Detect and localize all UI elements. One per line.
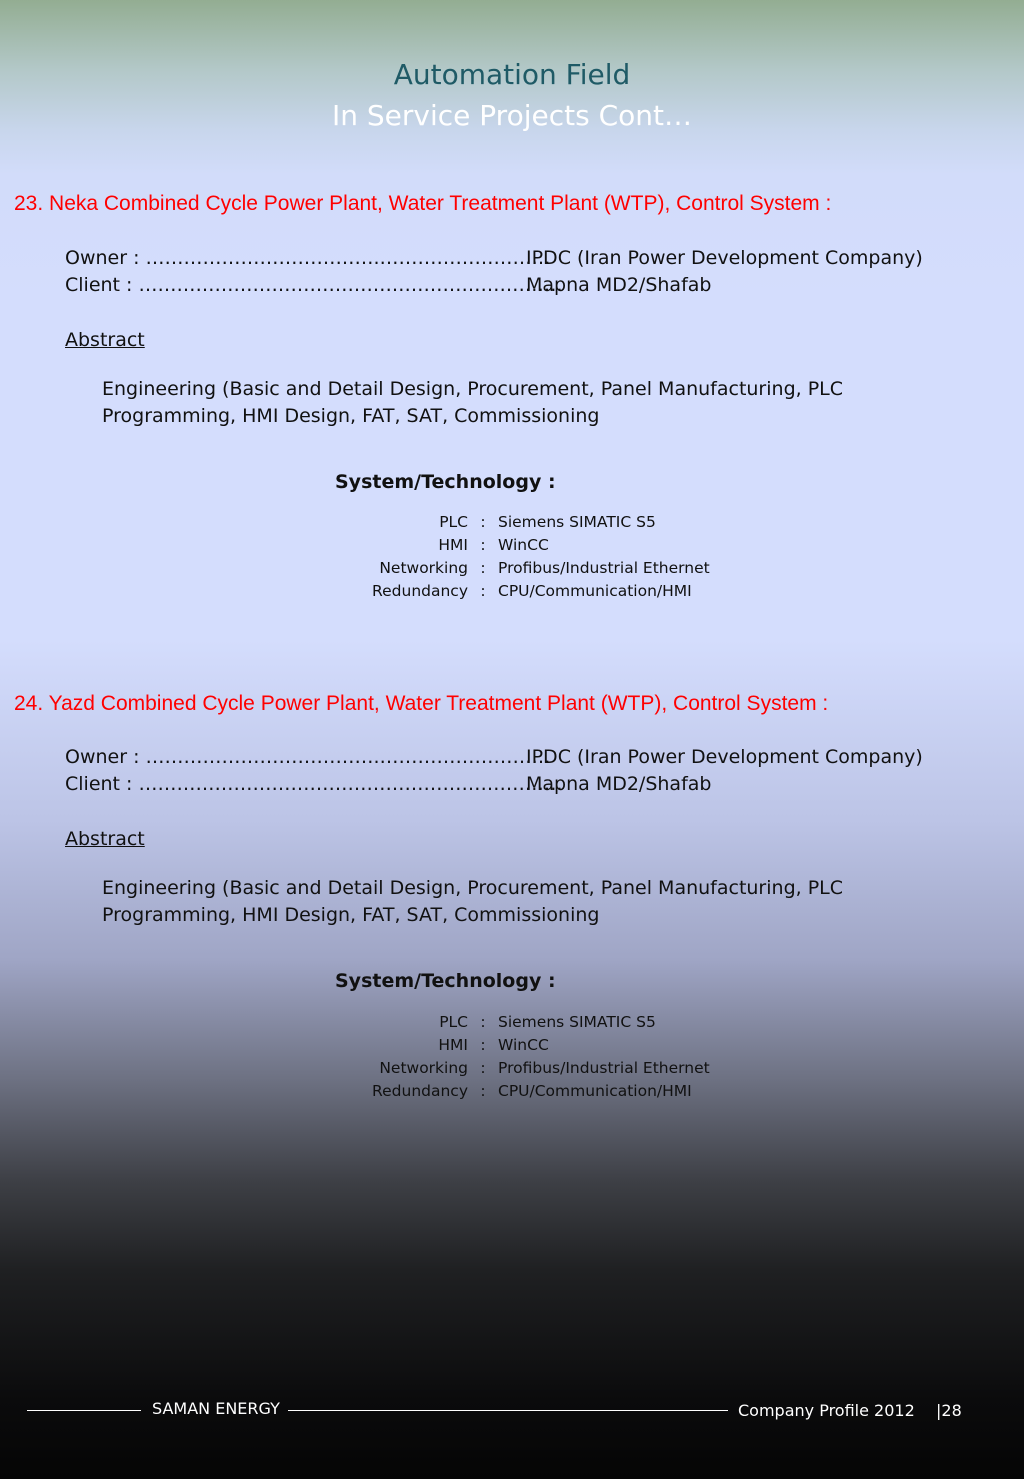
abstract-label: Abstract <box>65 329 145 351</box>
tech-value: WinCC <box>498 536 549 554</box>
page-title: Automation Field <box>393 58 631 91</box>
abstract-label: Abstract <box>65 828 145 850</box>
tech-row <box>350 534 780 557</box>
tech-sep: : <box>480 1059 486 1077</box>
tech-row <box>350 580 780 603</box>
tech-key: Networking <box>379 1059 468 1077</box>
tech-key: HMI <box>438 536 468 554</box>
tech-sep: : <box>480 536 486 554</box>
tech-row <box>350 511 780 534</box>
tech-value: Siemens SIMATIC S5 <box>498 1013 656 1031</box>
tech-key: PLC <box>439 513 468 531</box>
client-label: Client : …………………………………………………………. <box>65 274 563 296</box>
tech-row <box>350 1080 780 1103</box>
tech-table <box>350 511 780 603</box>
tech-sep: : <box>480 1036 486 1054</box>
tech-sep: : <box>480 582 486 600</box>
tech-key: Redundancy <box>372 1082 468 1100</box>
owner-value: IPDC (Iran Power Development Company) <box>526 247 923 269</box>
footer-company: SAMAN ENERGY <box>152 1399 280 1418</box>
page-number: |28 <box>936 1401 962 1420</box>
tech-value: Siemens SIMATIC S5 <box>498 513 656 531</box>
tech-sep: : <box>480 559 486 577</box>
tech-key: Networking <box>379 559 468 577</box>
footer-divider <box>288 1410 728 1411</box>
abstract-text: Engineering (Basic and Detail Design, Procurement, Panel Manufacturing, PLC Programming, HMI Design, FAT, SAT, Commissioning <box>102 877 844 926</box>
tech-row <box>350 557 780 580</box>
footer-divider <box>27 1410 141 1411</box>
tech-key: Redundancy <box>372 582 468 600</box>
tech-value: CPU/Communication/HMI <box>498 1082 692 1100</box>
tech-heading: System/Technology : <box>335 970 556 992</box>
owner-label: Owner : ……………………………….……………………… <box>65 247 551 269</box>
tech-table <box>350 1011 780 1103</box>
tech-sep: : <box>480 513 486 531</box>
tech-key: PLC <box>439 1013 468 1031</box>
tech-value: Profibus/Industrial Ethernet <box>498 1059 710 1077</box>
tech-row <box>350 1057 780 1080</box>
page-subtitle: In Service Projects Cont… <box>332 99 692 132</box>
tech-sep: : <box>480 1013 486 1031</box>
tech-value: CPU/Communication/HMI <box>498 582 692 600</box>
tech-row <box>350 1034 780 1057</box>
client-label: Client : …………………………………………………………. <box>65 773 563 795</box>
tech-value: WinCC <box>498 1036 549 1054</box>
owner-label: Owner : ……………………………….……………………… <box>65 746 551 768</box>
project-heading: 23. Neka Combined Cycle Power Plant, Water Treatment Plant (WTP), Control System : <box>14 192 832 215</box>
tech-heading: System/Technology : <box>335 471 556 493</box>
tech-value: Profibus/Industrial Ethernet <box>498 559 710 577</box>
client-value: Mapna MD2/Shafab <box>526 274 712 296</box>
owner-value: IPDC (Iran Power Development Company) <box>526 746 923 768</box>
project-heading: 24. Yazd Combined Cycle Power Plant, Water Treatment Plant (WTP), Control System : <box>14 692 829 715</box>
tech-key: HMI <box>438 1036 468 1054</box>
tech-row <box>350 1011 780 1034</box>
client-value: Mapna MD2/Shafab <box>526 773 712 795</box>
footer-profile: Company Profile 2012 <box>738 1401 915 1420</box>
tech-sep: : <box>480 1082 486 1100</box>
abstract-text: Engineering (Basic and Detail Design, Procurement, Panel Manufacturing, PLC Programming, HMI Design, FAT, SAT, Commissioning <box>102 378 844 427</box>
